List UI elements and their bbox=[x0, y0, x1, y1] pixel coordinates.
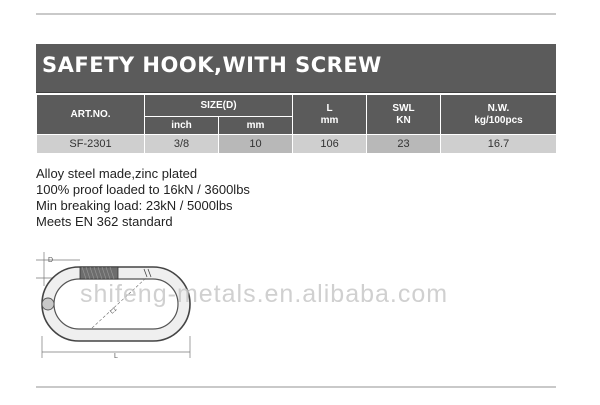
header-nw-label: N.W. bbox=[487, 102, 510, 114]
cell-mm: 10 bbox=[219, 135, 293, 154]
description-line: Alloy steel made,zinc plated bbox=[36, 166, 198, 181]
header-nw-unit: kg/100pcs bbox=[474, 114, 523, 126]
table-row bbox=[37, 135, 557, 154]
watermark: shifeng-metals.en.alibaba.com bbox=[80, 280, 449, 308]
bottom-divider bbox=[36, 386, 556, 388]
dimension-d-label: D bbox=[48, 257, 54, 264]
page-title: SAFETY HOOK,WITH SCREW bbox=[42, 53, 382, 77]
header-art-no: ART.NO. bbox=[37, 95, 145, 135]
description-line: Min breaking load: 23kN / 5000lbs bbox=[36, 198, 233, 213]
header-length bbox=[293, 95, 367, 135]
header-length-unit: mm bbox=[320, 114, 339, 126]
title-bar bbox=[36, 44, 556, 93]
dimension-l1-label: L1 bbox=[109, 306, 119, 316]
header-mm: mm bbox=[219, 117, 293, 135]
header-inch: inch bbox=[145, 117, 219, 135]
screw-sleeve bbox=[80, 267, 118, 279]
cell-art-no: SF-2301 bbox=[37, 135, 145, 154]
cell-length: 106 bbox=[293, 135, 367, 154]
header-net-weight bbox=[441, 95, 557, 135]
header-swl-unit: KN bbox=[396, 114, 411, 126]
spec-table bbox=[36, 94, 557, 154]
header-length-label: L bbox=[326, 102, 333, 114]
top-divider bbox=[36, 13, 556, 15]
header-size: SIZE(D) bbox=[145, 95, 293, 117]
weld-pin bbox=[42, 298, 54, 310]
cell-net-weight: 16.7 bbox=[441, 135, 557, 154]
dimension-l-label: L bbox=[114, 353, 118, 360]
header-swl-label: SWL bbox=[392, 102, 415, 114]
cell-swl: 23 bbox=[367, 135, 441, 154]
description-line: Meets EN 362 standard bbox=[36, 214, 173, 229]
header-swl bbox=[367, 95, 441, 135]
description-line: 100% proof loaded to 16kN / 3600lbs bbox=[36, 182, 250, 197]
product-description bbox=[36, 166, 250, 230]
cell-inch: 3/8 bbox=[145, 135, 219, 154]
